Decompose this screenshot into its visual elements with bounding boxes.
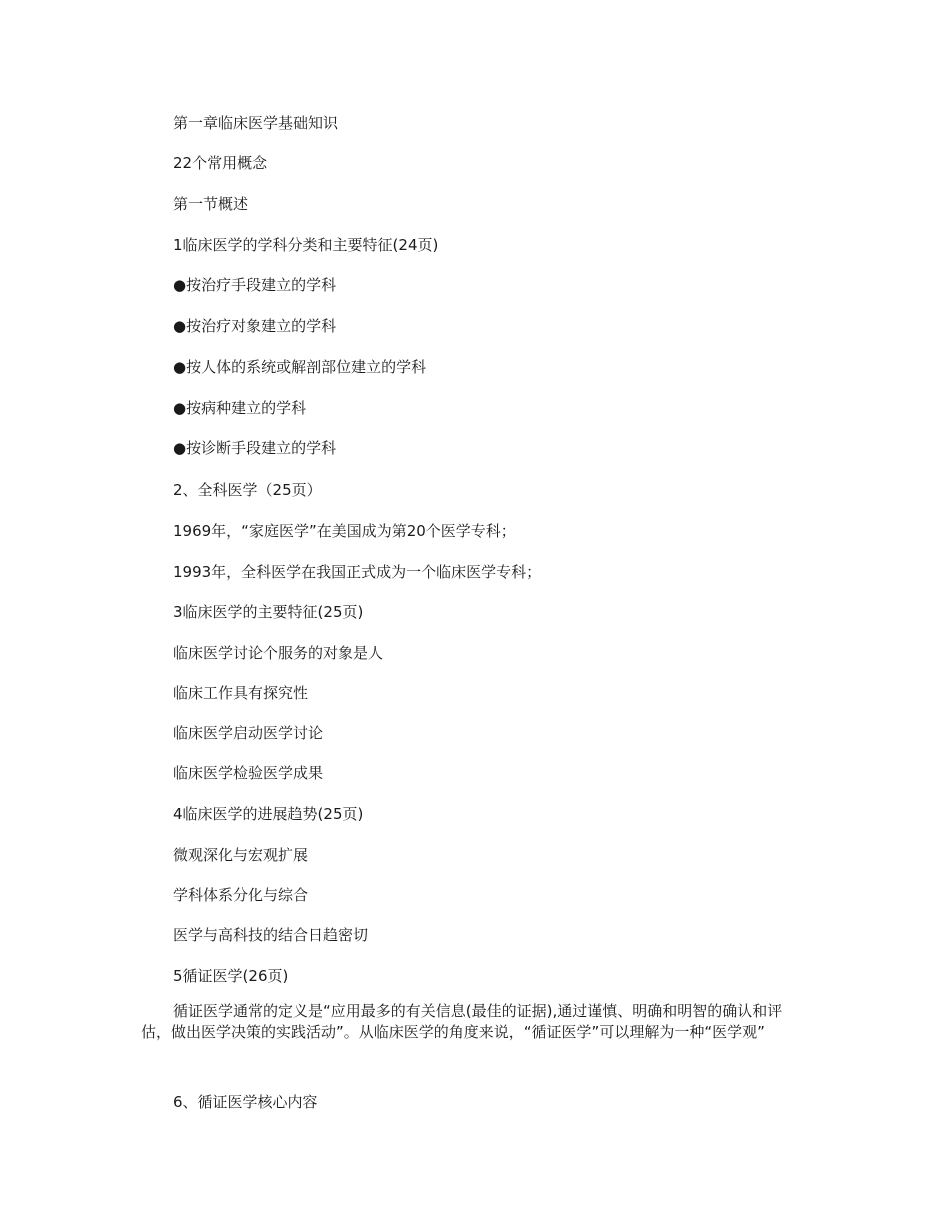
section-title: 第一节概述	[173, 195, 249, 213]
bullet-item: ●按病种建立的学科	[173, 399, 307, 417]
text-line: 临床医学检验医学成果	[173, 764, 324, 782]
bullet-item: ●按诊断手段建立的学科	[173, 439, 337, 457]
text-line: 1993年，全科医学在我国正式成为一个临床医学专科；	[173, 563, 542, 581]
concept-count-heading: 22个常用概念	[173, 154, 268, 172]
text-line: 1969年，“家庭医学”在美国成为第20个医学专科；	[173, 522, 516, 540]
text-line: 临床医学讨论个服务的对象是人	[173, 644, 384, 662]
bullet-item: ●按治疗对象建立的学科	[173, 317, 337, 335]
chapter-title: 第一章临床医学基础知识	[173, 114, 339, 132]
text-line: 微观深化与宏观扩展	[173, 846, 309, 864]
text-line: 学科体系分化与综合	[173, 886, 309, 904]
text-line: 医学与高科技的结合日趋密切	[173, 926, 369, 944]
text-line: 临床医学启动医学讨论	[173, 724, 324, 742]
topic-heading-3: 3临床医学的主要特征(25页)	[173, 603, 364, 621]
topic-heading-2: 2、全科医学（25页）	[173, 481, 322, 499]
definition-paragraph: 循证医学通常的定义是“应用最多的有关信息(最佳的证据),通过谨慎、明确和明智的确认和评估，做出医学决策的实践活动”。从临床医学的角度来说，“循证医学”可以理解为一种“医学观”	[141, 1002, 783, 1041]
topic-heading-1: 1临床医学的学科分类和主要特征(24页)	[173, 236, 439, 254]
bullet-item: ●按人体的系统或解剖部位建立的学科	[173, 358, 427, 376]
topic-heading-5: 5循证医学(26页)	[173, 967, 289, 985]
text-line: 临床工作具有探究性	[173, 684, 309, 702]
bullet-item: ●按治疗手段建立的学科	[173, 276, 337, 294]
topic-heading-4: 4临床医学的进展趋势(25页)	[173, 805, 364, 823]
topic-heading-6: 6、循证医学核心内容	[173, 1093, 318, 1111]
